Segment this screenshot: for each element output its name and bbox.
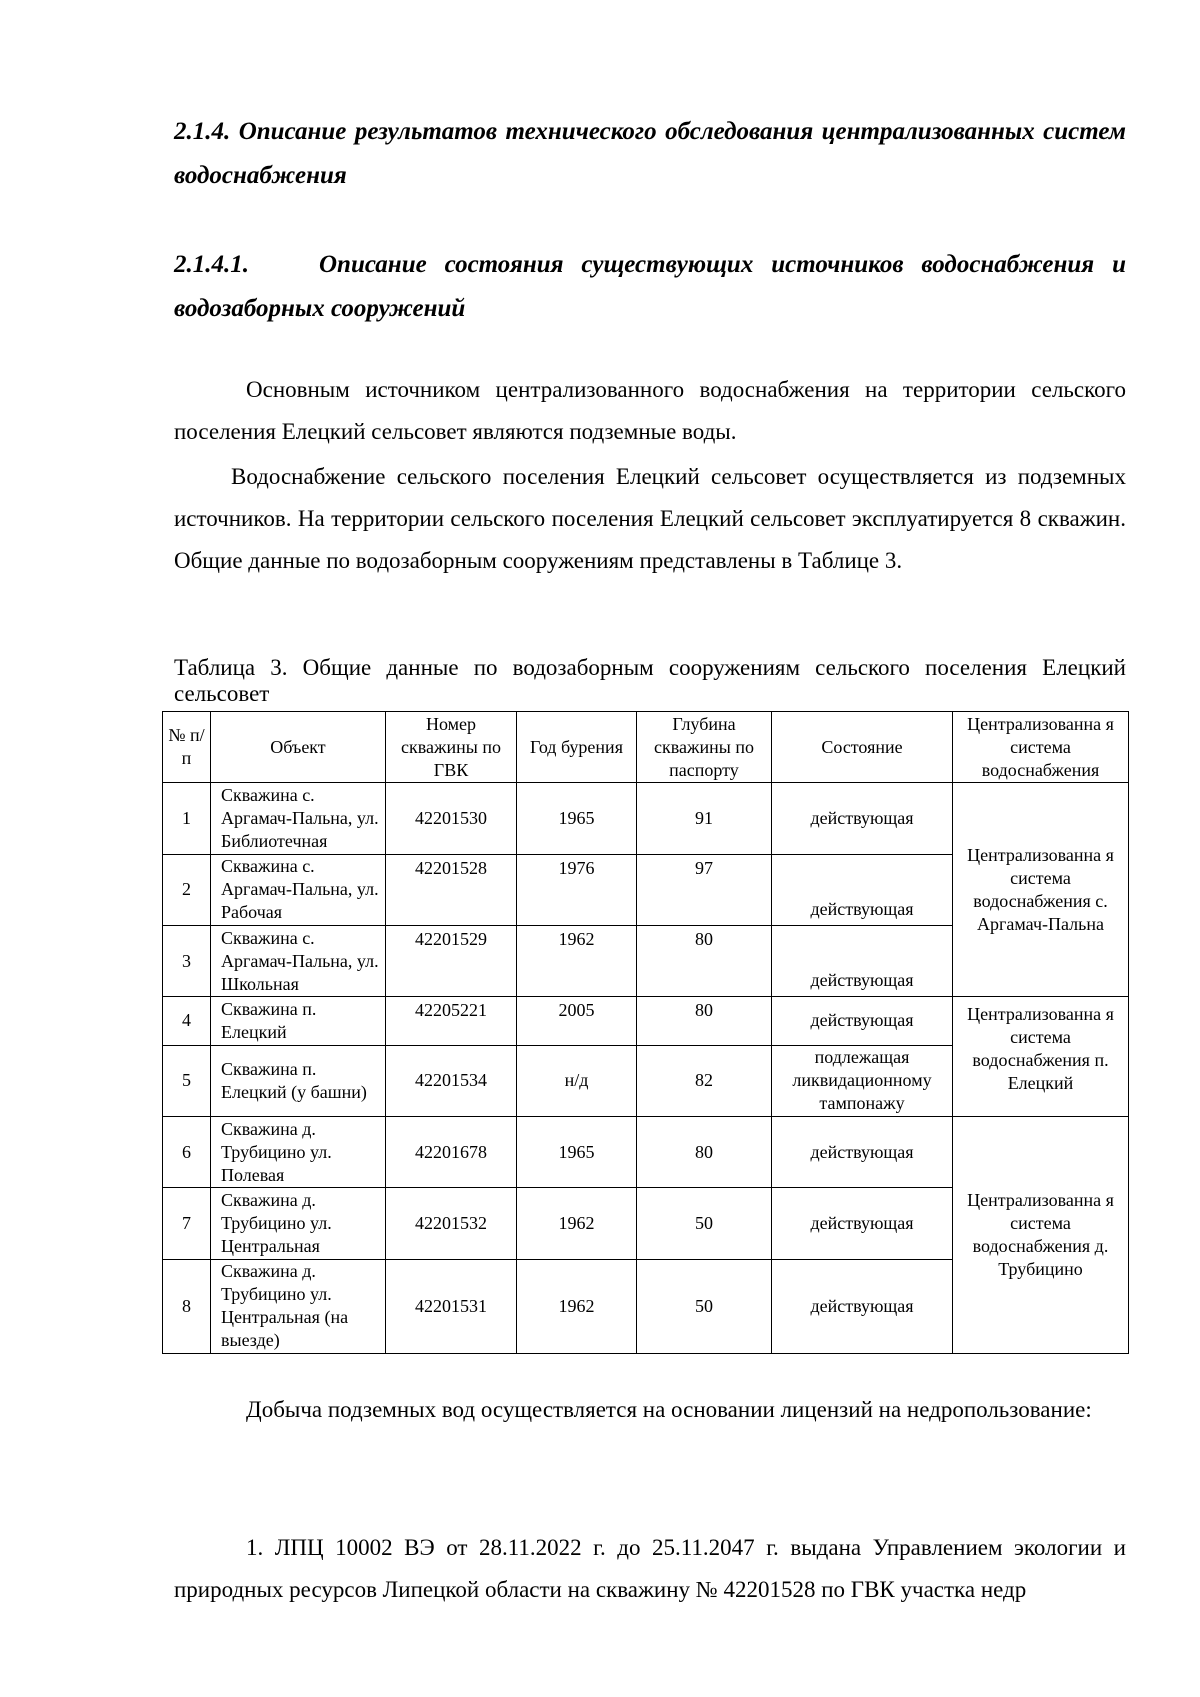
- system-cell: Централизованна я система водоснабжения д. Трубицино: [953, 1116, 1129, 1353]
- row-number: 2: [163, 854, 211, 925]
- header-cell: № п/ п: [163, 712, 211, 783]
- gvk-cell: 42201530: [386, 783, 517, 854]
- year-cell: 1965: [517, 1116, 637, 1187]
- state-cell: действующая: [772, 997, 953, 1045]
- header-cell: Централизованна я система водоснабжения: [953, 712, 1129, 783]
- gvk-cell: 42201678: [386, 1116, 517, 1187]
- gvk-cell: 42201529: [386, 925, 517, 996]
- subsection-heading: [174, 243, 1126, 331]
- object-cell: Скважина д. Трубицино ул. Полевая: [211, 1116, 386, 1187]
- gvk-cell: 42201531: [386, 1259, 517, 1353]
- object-cell: Скважина с. Аргамач-Пальна, ул. Рабочая: [211, 854, 386, 925]
- state-cell: действующая: [772, 783, 953, 854]
- heading-word: существующих: [581, 251, 754, 278]
- state-cell: действующая: [772, 854, 953, 925]
- heading-word: источников: [771, 251, 904, 278]
- header-cell: Глубина скважины по паспорту: [637, 712, 772, 783]
- year-cell: 1962: [517, 925, 637, 996]
- gvk-cell: 42201528: [386, 854, 517, 925]
- state-cell: действующая: [772, 1188, 953, 1259]
- heading-word: состояния: [444, 251, 564, 278]
- object-cell: Скважина д. Трубицино ул. Центральная: [211, 1188, 386, 1259]
- state-cell: действующая: [772, 1259, 953, 1353]
- paragraph-4: 1. ЛПЦ 10002 ВЭ от 28.11.2022 г. до 25.11.2047 г. выдана Управлением экологии и природных ресурсов Липецкой области на скважину № 42201528 по ГВК участка недр: [174, 1535, 1126, 1602]
- object-cell: Скважина п. Елецкий (у башни): [211, 1045, 386, 1116]
- system-cell: Централизованна я система водоснабжения п. Елецкий: [953, 997, 1129, 1117]
- table-row: [163, 1116, 1129, 1187]
- state-cell: подлежащая ликвидационному тампонажу: [772, 1045, 953, 1116]
- gvk-cell: 42201534: [386, 1045, 517, 1116]
- depth-cell: 50: [637, 1259, 772, 1353]
- year-cell: 1976: [517, 854, 637, 925]
- depth-cell: 80: [637, 1116, 772, 1187]
- system-cell: Централизованна я система водоснабжения с. Аргамач-Пальна: [953, 783, 1129, 997]
- table-row: [163, 997, 1129, 1045]
- row-number: 1: [163, 783, 211, 854]
- wells-table: [162, 711, 1129, 1354]
- object-cell: Скважина с. Аргамач-Пальна, ул. Библиотечная: [211, 783, 386, 854]
- header-cell: Объект: [211, 712, 386, 783]
- section-heading: 2.1.4. Описание результатов технического обследования централизованных систем водоснабжения: [174, 118, 1126, 189]
- header-cell: Состояние: [772, 712, 953, 783]
- depth-cell: 91: [637, 783, 772, 854]
- heading-word: водоснабжения: [921, 251, 1095, 278]
- depth-cell: 80: [637, 997, 772, 1045]
- table-row: [163, 783, 1129, 854]
- row-number: 3: [163, 925, 211, 996]
- row-number: 5: [163, 1045, 211, 1116]
- gvk-cell: 42205221: [386, 997, 517, 1045]
- table-header-row: [163, 712, 1129, 783]
- depth-cell: 50: [637, 1188, 772, 1259]
- state-cell: действующая: [772, 925, 953, 996]
- table-caption: Таблица 3. Общие данные по водозаборным сооружениям сельского поселения Елецкий сельсовет: [174, 655, 1126, 706]
- object-cell: Скважина д. Трубицино ул. Центральная (на выезде): [211, 1259, 386, 1353]
- row-number: 7: [163, 1188, 211, 1259]
- object-cell: Скважина с. Аргамач-Пальна, ул. Школьная: [211, 925, 386, 996]
- gvk-cell: 42201532: [386, 1188, 517, 1259]
- year-cell: 1962: [517, 1259, 637, 1353]
- row-number: 6: [163, 1116, 211, 1187]
- year-cell: н/д: [517, 1045, 637, 1116]
- subsection-heading-line2: водозаборных сооружений: [174, 295, 466, 322]
- state-cell: действующая: [772, 1116, 953, 1187]
- depth-cell: 97: [637, 854, 772, 925]
- depth-cell: 80: [637, 925, 772, 996]
- subsection-number: 2.1.4.1.: [174, 251, 249, 278]
- year-cell: 2005: [517, 997, 637, 1045]
- year-cell: 1965: [517, 783, 637, 854]
- paragraph-3: Добыча подземных вод осуществляется на основании лицензий на недропользование:: [246, 1397, 1092, 1422]
- row-number: 4: [163, 997, 211, 1045]
- paragraph-1: Основным источником централизованного водоснабжения на территории сельского поселения Елецкий сельсовет являются подземные воды.: [174, 377, 1126, 444]
- header-cell: Год бурения: [517, 712, 637, 783]
- year-cell: 1962: [517, 1188, 637, 1259]
- object-cell: Скважина п. Елецкий: [211, 997, 386, 1045]
- paragraph-2: Водоснабжение сельского поселения Елецкий сельсовет осуществляется из подземных источников. На территории сельского поселения Елецкий сельсовет эксплуатируется 8 скважин. Общие данные по водозаборным сооружениям представлены в Таблице 3.: [174, 464, 1126, 573]
- depth-cell: 82: [637, 1045, 772, 1116]
- row-number: 8: [163, 1259, 211, 1353]
- header-cell: Номер скважины по ГВК: [386, 712, 517, 783]
- heading-word: и: [1112, 251, 1126, 278]
- heading-word: Описание: [319, 251, 427, 278]
